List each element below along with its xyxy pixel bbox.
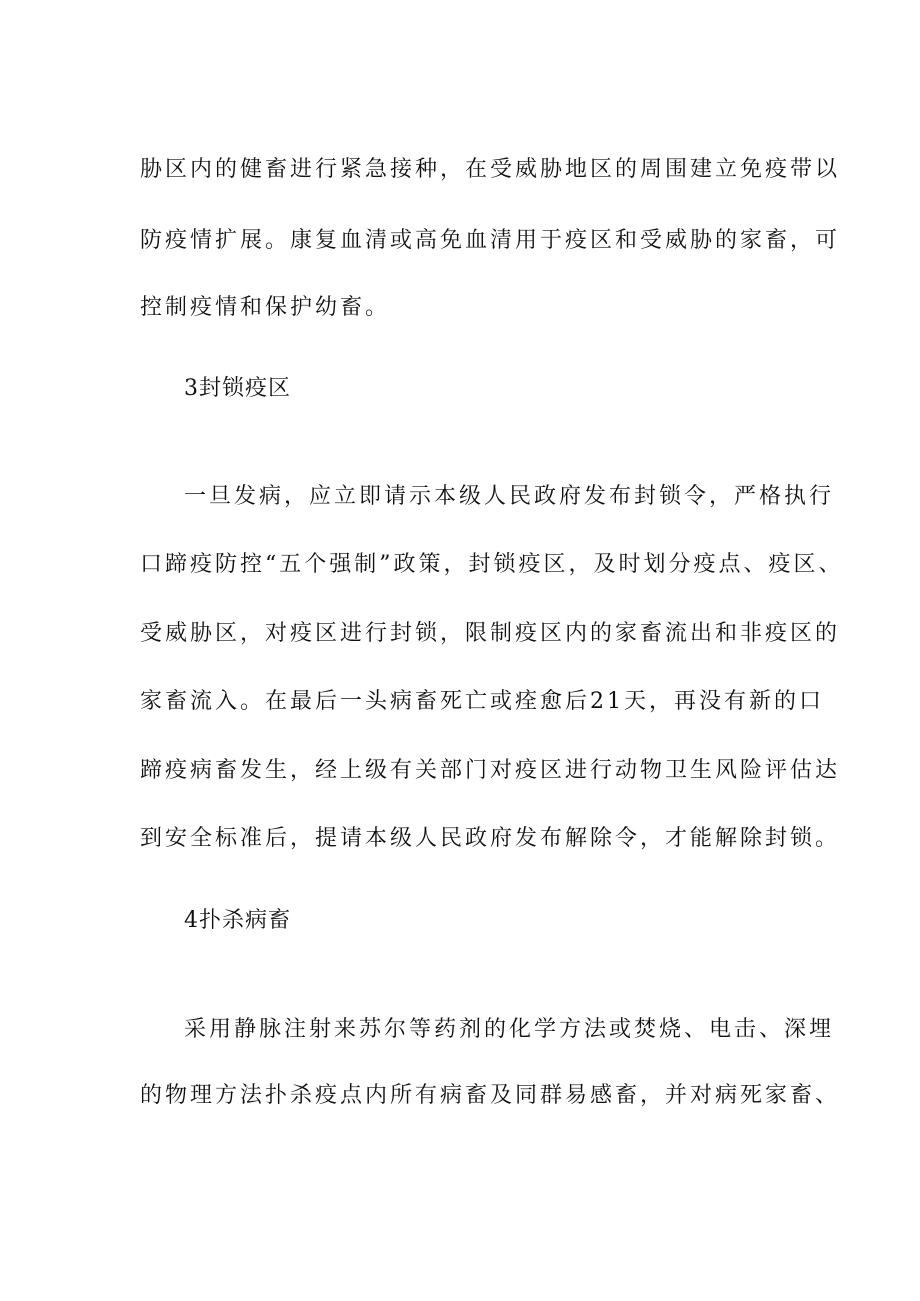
paragraph-2-line-5: 蹄疫病畜发生，经上级有关部门对疫区进行动物卫生风险评估达 [140,758,841,783]
paragraph-2-line-1: 一旦发病，应立即请示本级人民政府发布封锁令，严格执行 [184,484,835,509]
paragraph-2-line-6: 到安全标准后，提请本级人民政府发布解除令，才能解除封锁。 [140,826,841,851]
section-heading-3: 3封锁疫区 [184,376,291,401]
paragraph-1-line-3: 控制疫情和保护幼畜。 [140,295,391,320]
paragraph-2-line-2: 口蹄疫防控“五个强制”政策，封锁疫区，及时划分疫点、疫区、 [140,552,844,577]
section-heading-4: 4扑杀病畜 [184,908,291,933]
paragraph-1-line-1: 胁区内的健畜进行紧急接种，在受威胁地区的周围建立免疫带以 [140,157,841,182]
paragraph-2-line-4: 家畜流入。在最后一头病畜死亡或痊愈后21天，再没有新的口 [140,689,824,714]
paragraph-3-line-1: 采用静脉注射来苏尔等药剂的化学方法或焚烧、电击、深埋 [184,1017,835,1042]
paragraph-3-line-2: 的物理方法扑杀疫点内所有病畜及同群易感畜，并对病死家畜、 [140,1083,841,1108]
paragraph-1-line-2: 防疫情扩展。康复血清或高免血清用于疫区和受威胁的家畜，可 [140,228,841,253]
paragraph-2-line-3: 受威胁区，对疫区进行封锁，限制疫区内的家畜流出和非疫区的 [140,621,841,646]
